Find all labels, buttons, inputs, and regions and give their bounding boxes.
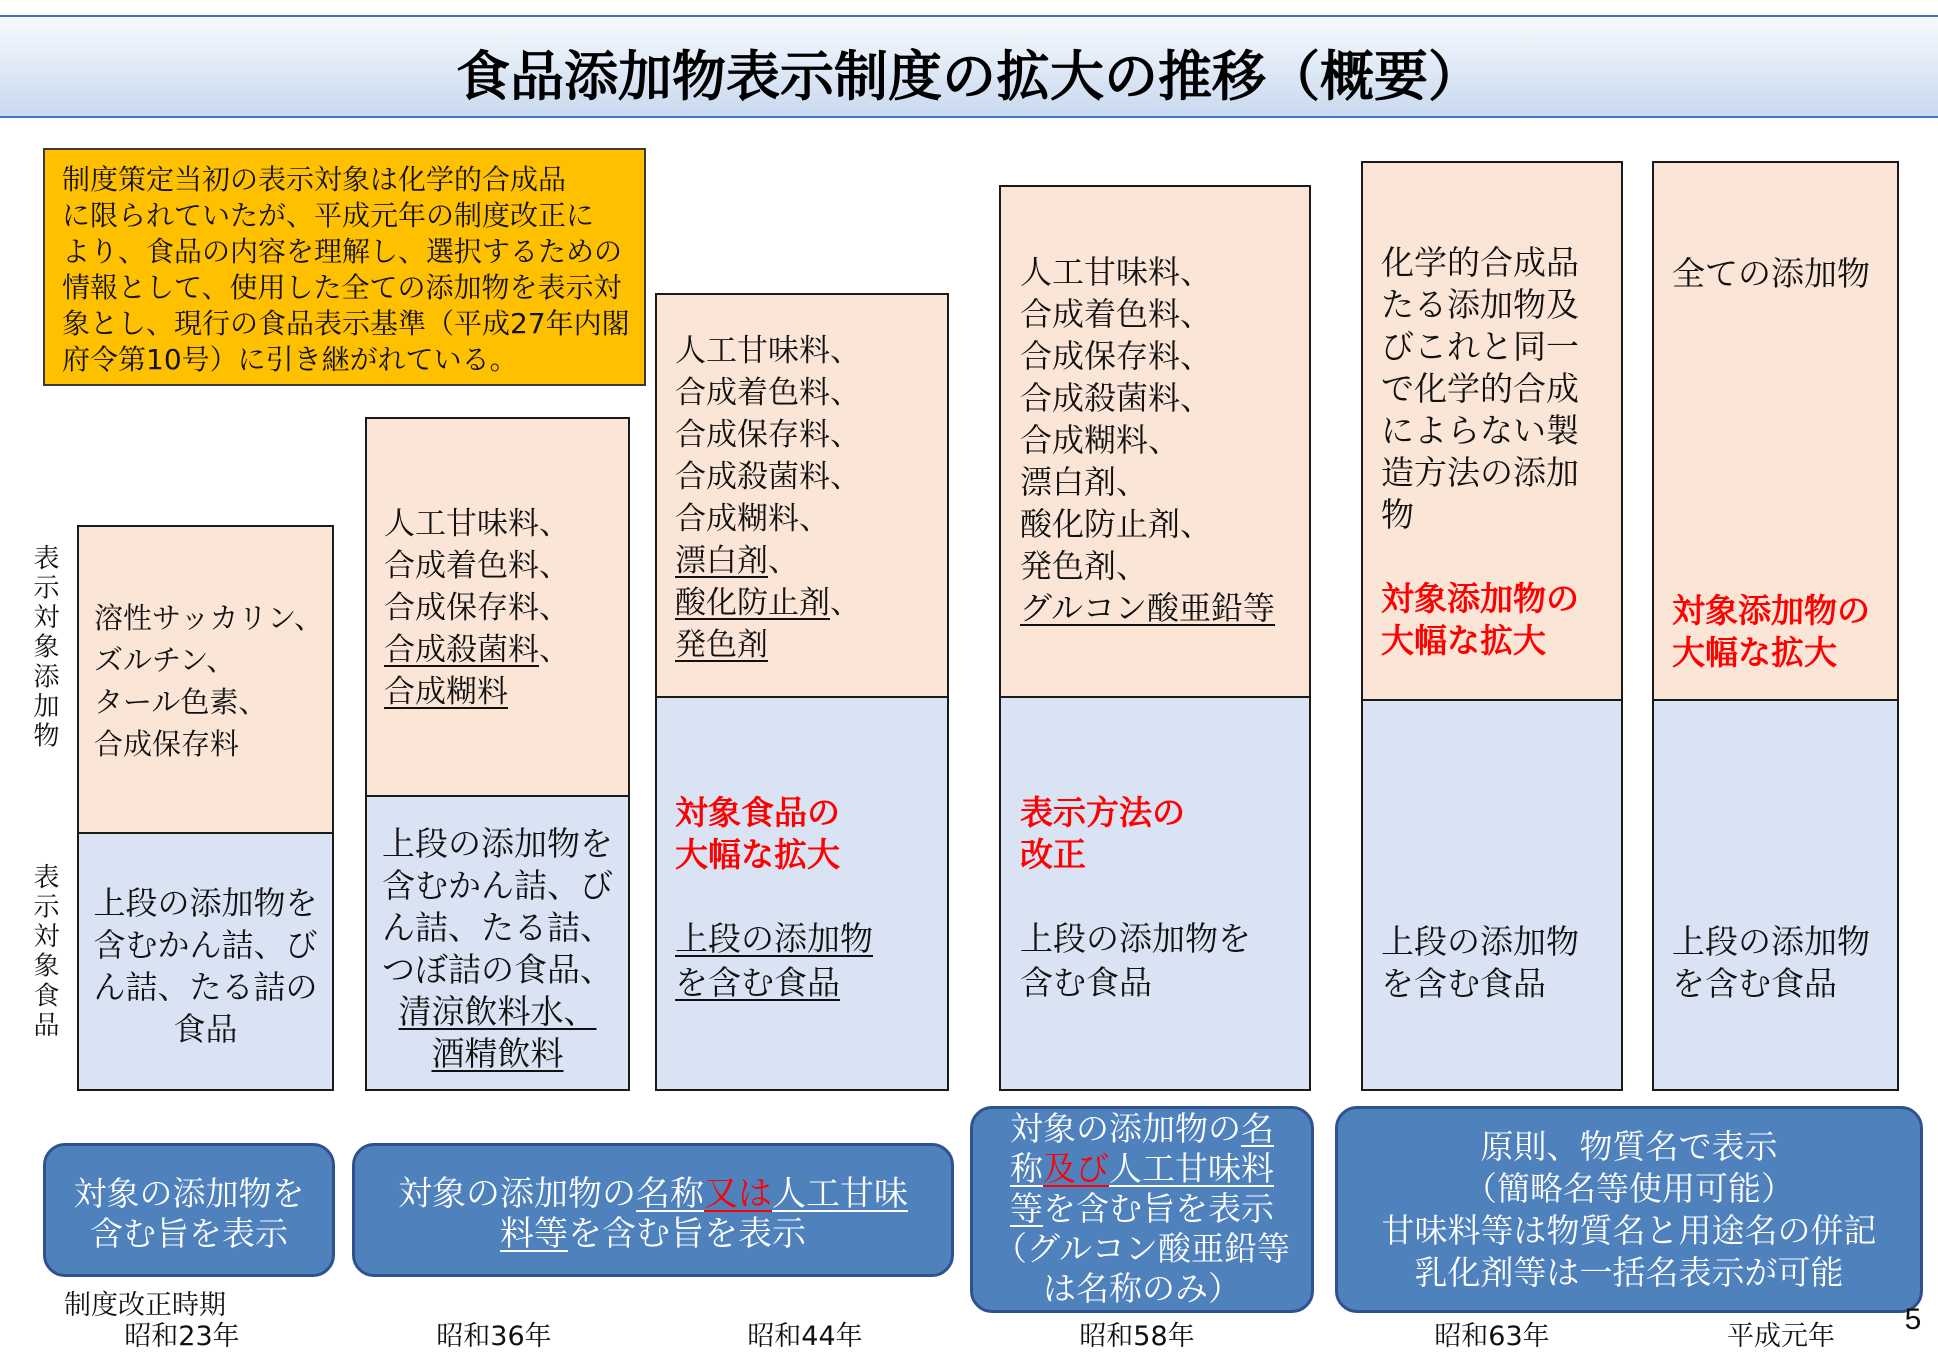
method-line: 原則、物質名で表示	[1480, 1127, 1778, 1166]
additive-line: たる添加物及	[1381, 285, 1579, 324]
additive-line: 人工甘味料、	[675, 333, 861, 369]
era-column-2	[365, 417, 630, 1091]
added-additive: 合成殺菌料	[384, 632, 539, 668]
method-text: 対象の添加物の	[398, 1174, 636, 1214]
food-line: 含むかん詰、び	[382, 866, 613, 905]
additive-line: 漂白剤、	[1020, 463, 1149, 501]
highlight-line: 対象食品の	[675, 793, 840, 832]
foods-list	[367, 823, 628, 1075]
food-line	[367, 991, 628, 1033]
food-line: 上段の添加物を	[382, 824, 613, 863]
era-label: 昭和63年	[1434, 1321, 1550, 1352]
additives-list	[1672, 253, 1870, 295]
added-additive: グルコン酸亜鉛等	[1020, 589, 1276, 627]
food-line: 含むかん詰、び	[93, 926, 318, 964]
added-food: を含む食品	[675, 963, 840, 1002]
highlight-line: 対象添加物の	[1381, 579, 1579, 618]
method-line	[973, 1109, 1311, 1149]
food-line: 食品	[173, 1010, 238, 1048]
era-label: 平成元年	[1727, 1321, 1835, 1352]
note-line: 象とし、現行の食品表示基準（平成27年内閣	[62, 307, 630, 340]
highlight-line: 大幅な拡大	[675, 835, 840, 874]
additives-cell	[1363, 163, 1621, 701]
added-additive: 漂白剤	[675, 543, 768, 579]
method-conjunction: 及び	[1043, 1149, 1109, 1188]
method-text: を含む旨を表示	[568, 1214, 806, 1254]
punctuation: 、	[539, 632, 570, 668]
additives-list	[675, 330, 861, 666]
method-text: 対象の添加物の	[1010, 1109, 1241, 1148]
additive-line: 人工甘味料、	[384, 506, 570, 542]
method-line	[355, 1214, 951, 1254]
additive-line: 全ての添加物	[1672, 254, 1870, 293]
food-line: 上段の添加物を	[1020, 919, 1251, 958]
era-label: 昭和23年	[124, 1321, 240, 1352]
highlight-line: 改正	[1020, 835, 1086, 874]
method-keyword: 人工甘味	[772, 1174, 908, 1214]
summary-note	[43, 148, 646, 386]
method-box-2	[352, 1143, 954, 1277]
punctuation: 、	[768, 543, 799, 579]
punctuation: 、	[830, 585, 861, 621]
additive-line: 造方法の添加	[1381, 453, 1579, 492]
era-label: 昭和36年	[436, 1321, 552, 1352]
added-additive: 発色剤	[675, 627, 768, 663]
foods-list	[79, 882, 332, 1050]
additive-line: 化学的合成品	[1381, 243, 1579, 282]
highlight-text	[1020, 792, 1185, 876]
slide-header	[0, 15, 1938, 118]
highlight-line: 表示方法の	[1020, 793, 1185, 832]
method-line: は名称のみ）	[1043, 1269, 1241, 1308]
method-line: 含む旨を表示	[90, 1214, 288, 1253]
method-text: を含む旨を表示	[1043, 1189, 1274, 1228]
additive-line: 人工甘味料、	[1020, 253, 1213, 291]
additive-line: タール色素、	[94, 685, 268, 719]
note-line: 情報として、使用した全ての添加物を表示対	[62, 271, 622, 304]
additive-line	[675, 582, 861, 624]
added-additive: 合成糊料	[384, 674, 508, 710]
method-line: （グルコン酸亜鉛等	[993, 1229, 1290, 1268]
era-column-3	[655, 293, 949, 1091]
additives-cell	[657, 295, 947, 698]
additives-cell	[1654, 163, 1897, 701]
additive-line: 合成着色料、	[1020, 295, 1213, 333]
additive-line: 酸化防止剤、	[1020, 505, 1213, 543]
note-line: 制度策定当初の表示対象は化学的合成品	[62, 163, 567, 196]
food-line: つぼ詰の食品、	[382, 950, 613, 989]
food-line: 上段の添加物	[1381, 922, 1579, 961]
additive-line: 発色剤、	[1020, 547, 1149, 585]
era-column-1	[77, 525, 334, 1091]
added-food: 酒精飲料	[431, 1034, 564, 1073]
method-keyword: 等	[1010, 1189, 1043, 1228]
highlight-line: 大幅な拡大	[1381, 621, 1546, 660]
food-line: ん詰、たる詰の	[93, 968, 318, 1006]
method-keyword: 称	[1010, 1149, 1043, 1188]
added-food: 上段の添加物	[675, 919, 873, 958]
additives-list	[384, 503, 570, 713]
era-column-6	[1652, 161, 1899, 1091]
additive-line: ズルチン、	[94, 643, 236, 677]
method-keyword: 人工甘味料	[1109, 1149, 1274, 1188]
method-line	[973, 1149, 1311, 1189]
era-column-5	[1361, 161, 1623, 1091]
method-line: （簡略名等使用可能）	[1464, 1169, 1794, 1208]
era-label: 昭和44年	[747, 1321, 863, 1352]
foods-list	[1020, 917, 1251, 1005]
note-line: に限られていたが、平成元年の制度改正に	[62, 199, 595, 232]
additive-line: 物	[1381, 495, 1414, 534]
food-line	[675, 961, 873, 1005]
food-line: 上段の添加物	[1672, 922, 1870, 961]
added-additive: 酸化防止剤	[675, 585, 830, 621]
additive-line: 合成殺菌料、	[675, 459, 861, 495]
food-line: ん詰、たる詰、	[382, 908, 613, 947]
page-number: 5	[1904, 1303, 1922, 1336]
additive-line: 合成糊料、	[1020, 421, 1181, 459]
added-food: 清涼飲料水、	[398, 992, 597, 1031]
food-line: を含む食品	[1381, 964, 1546, 1003]
additive-line	[675, 624, 861, 666]
method-keyword: 料等	[500, 1214, 568, 1254]
food-line: 含む食品	[1020, 963, 1152, 1002]
additive-line: 合成殺菌料、	[1020, 379, 1213, 417]
row-label-additives: 表示対象添加物	[29, 544, 59, 752]
highlight-text	[1381, 578, 1579, 662]
additive-line: 合成着色料、	[384, 548, 570, 584]
method-line: 甘味料等は物質名と用途名の併記	[1381, 1211, 1877, 1250]
additive-line: 合成保存料、	[675, 417, 861, 453]
highlight-line: 大幅な拡大	[1672, 633, 1837, 672]
method-box-3	[970, 1106, 1314, 1313]
additives-list	[1381, 242, 1579, 536]
note-line: より、食品の内容を理解し、選択するための	[62, 235, 623, 268]
method-line: 乳化剤等は一括名表示が可能	[1414, 1253, 1844, 1292]
food-line: を含む食品	[1672, 964, 1837, 1003]
additive-line	[384, 629, 570, 671]
additives-cell	[79, 527, 332, 834]
additive-line: によらない製	[1381, 411, 1579, 450]
note-line: 府令第10号）に引き継がれている。	[62, 343, 518, 376]
method-conjunction: 又は	[704, 1174, 772, 1214]
food-line	[367, 1033, 628, 1075]
additive-line: 合成着色料、	[675, 375, 861, 411]
highlight-line: 対象添加物の	[1672, 591, 1870, 630]
foods-list	[1672, 921, 1870, 1005]
additive-line: 合成糊料、	[675, 501, 830, 537]
highlight-text	[675, 792, 840, 876]
method-box-1	[43, 1143, 335, 1277]
additives-cell	[367, 419, 628, 797]
food-line: 上段の添加物を	[93, 884, 318, 922]
method-keyword: 名	[1241, 1109, 1274, 1148]
additive-line: びこれと同一	[1381, 327, 1579, 366]
additive-line	[1020, 587, 1275, 629]
slide-title: 食品添加物表示制度の拡大の推移（概要）	[456, 45, 1482, 108]
method-box-4	[1335, 1106, 1923, 1313]
method-line: 対象の添加物を	[73, 1174, 305, 1213]
additive-line: 溶性サッカリン、	[94, 601, 324, 635]
highlight-text	[1672, 590, 1870, 674]
additive-line: 合成保存料	[94, 727, 240, 761]
additive-line: で化学的合成	[1381, 369, 1579, 408]
foods-list	[675, 917, 873, 1005]
additives-cell	[1001, 187, 1309, 698]
era-label: 昭和58年	[1079, 1321, 1195, 1352]
timeline-label: 制度改正時期	[64, 1290, 226, 1321]
method-line	[355, 1174, 951, 1214]
additives-list	[1020, 251, 1275, 629]
method-line	[973, 1189, 1311, 1229]
additive-line: 合成保存料、	[384, 590, 570, 626]
additives-list	[94, 597, 323, 765]
row-label-foods: 表示対象食品	[29, 863, 59, 1041]
additive-line: 合成保存料、	[1020, 337, 1213, 375]
foods-list	[1381, 921, 1579, 1005]
era-column-4	[999, 185, 1311, 1091]
food-line	[675, 917, 873, 961]
additive-line	[675, 540, 861, 582]
method-keyword: 名称	[636, 1174, 704, 1214]
